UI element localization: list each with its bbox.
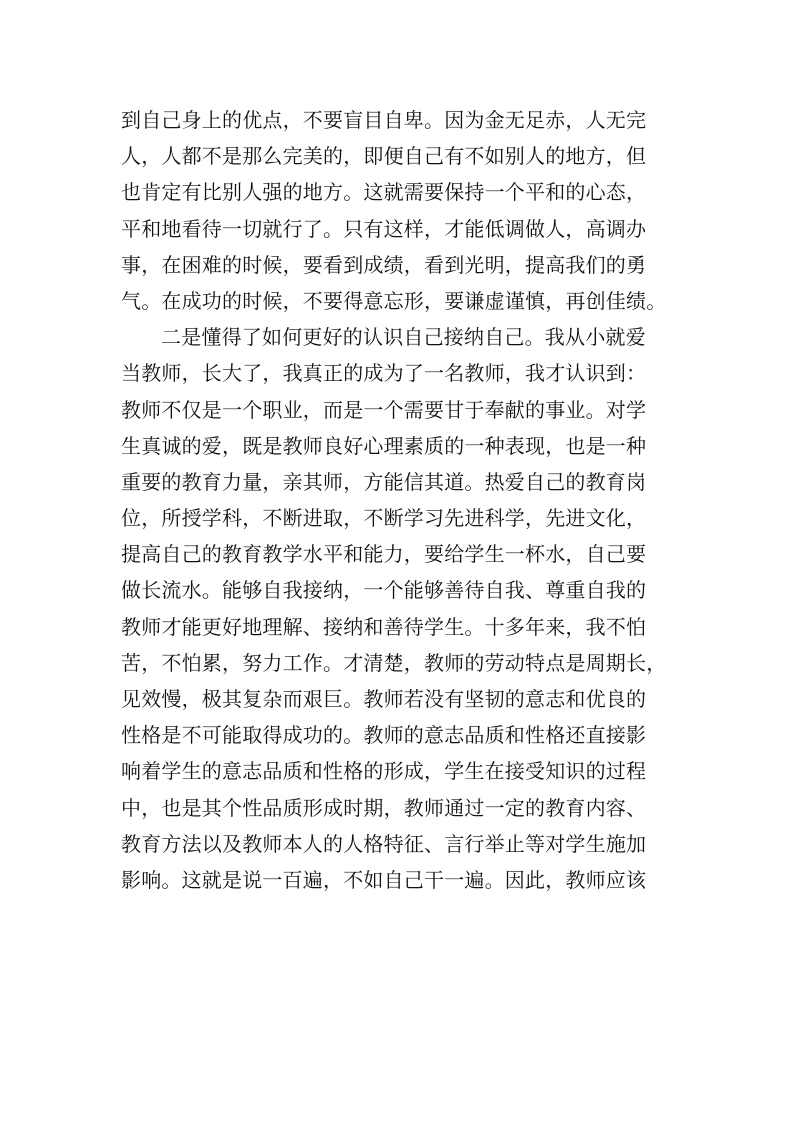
- body-text: [121, 102, 686, 898]
- text-line: 苦，不怕累，努力工作。才清楚，教师的劳动特点是周期长，: [121, 650, 667, 675]
- text-line: 见效慢，极其复杂而艰巨。教师若没有坚韧的意志和优良的: [121, 687, 647, 711]
- text-line: 气。在成功的时候，不要得意忘形，要谦虚谨慎，再创佳绩。: [121, 288, 667, 313]
- text-line: 响着学生的意志品质和性格的形成，学生在接受知识的过程: [121, 759, 647, 784]
- text-line: 教师不仅是一个职业，而是一个需要甘于奉献的事业。对学: [121, 397, 647, 422]
- text-line: 生真诚的爱，既是教师良好心理素质的一种表现，也是一种: [121, 433, 647, 458]
- text-line: 性格是不可能取得成功的。教师的意志品质和性格还直接影: [121, 723, 647, 748]
- text-line: 人，人都不是那么完美的，即便自己有不如别人的地方，但: [121, 144, 647, 169]
- text-line: 当教师，长大了，我真正的成为了一名教师，我才认识到：: [121, 361, 647, 386]
- text-line: 到自己身上的优点，不要盲目自卑。因为金无足赤，人无完: [121, 108, 647, 132]
- text-line: 教育方法以及教师本人的人格特征、言行举止等对学生施加: [121, 831, 647, 856]
- text-line: 做长流水。能够自我接纳，一个能够善待自我、尊重自我的: [121, 578, 647, 603]
- text-line: 教师才能更好地理解、接纳和善待学生。十多年来，我不怕: [121, 614, 647, 639]
- text-line: 重要的教育力量，亲其师，方能信其道。热爱自己的教育岗: [121, 469, 647, 494]
- text-line: 中，也是其个性品质形成时期，教师通过一定的教育内容、: [121, 795, 647, 820]
- text-line: 也肯定有比别人强的地方。这就需要保持一个平和的心态，: [121, 180, 647, 205]
- text-line: 影响。这就是说一百遍，不如自己干一遍。因此，教师应该: [121, 867, 647, 892]
- text-line: 事，在困难的时候，要看到成绩，看到光明，提高我们的勇: [121, 252, 647, 277]
- text-line: 位，所授学科，不断进取，不断学习先进科学，先进文化，: [121, 506, 647, 531]
- paragraph-start-line: 二是懂得了如何更好的认识自己接纳自己。我从小就爱: [161, 325, 646, 350]
- text-line: 提高自己的教育教学水平和能力，要给学生一杯水，自己要: [121, 542, 647, 567]
- text-line: 平和地看待一切就行了。只有这样，才能低调做人，高调办: [121, 216, 647, 241]
